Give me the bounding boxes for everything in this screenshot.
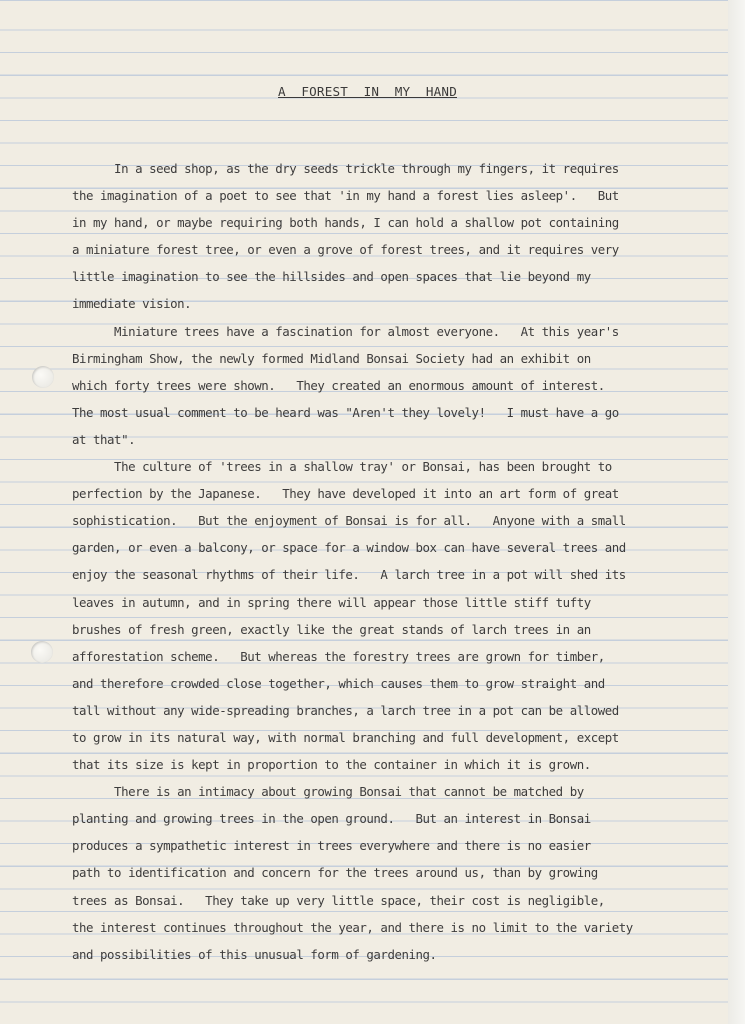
text-line: little imagination to see the hillsides and open spaces that lie beyond my [72, 269, 591, 285]
punch-hole-bottom [31, 641, 53, 663]
text-line: which forty trees were shown. They created an enormous amount of interest. [72, 377, 605, 393]
text-line: In a seed shop, as the dry seeds trickle through my fingers, it requires [72, 161, 619, 176]
text-line: The most usual comment to be heard was "Aren't they lovely! I must have a go [72, 404, 619, 420]
text-line: The culture of 'trees in a shallow tray' or Bonsai, has been brought to [72, 459, 612, 475]
text-line: There is an intimacy about growing Bonsai that cannot be matched by [72, 784, 584, 800]
text-line: enjoy the seasonal rhythms of their life. A larch tree in a pot will shed its [72, 567, 626, 583]
text-line: path to identification and concern for the trees around us, than by growing [72, 865, 598, 881]
text-line: perfection by the Japanese. They have developed it into an art form of great [72, 486, 619, 502]
text-line: and possibilities of this unusual form of gardening. [72, 946, 437, 962]
text-line: a miniature forest tree, or even a grove of forest trees, and it requires very [72, 242, 619, 258]
text-line: garden, or even a balcony, or space for a window box can have several trees and [72, 540, 626, 556]
text-line: that its size is kept in proportion to the container in which it is grown. [72, 757, 591, 773]
text-line: at that". [72, 431, 136, 447]
page-edge-background [728, 0, 745, 1024]
text-line: the imagination of a poet to see that 'in my hand a forest lies asleep'. But [72, 188, 619, 204]
text-line: produces a sympathetic interest in trees everywhere and there is no easier [72, 838, 591, 854]
text-line: in my hand, or maybe requiring both hands, I can hold a shallow pot containing [72, 215, 619, 231]
text-line: sophistication. But the enjoyment of Bonsai is for all. Anyone with a small [72, 513, 626, 529]
punch-hole-top [32, 366, 54, 388]
text-line: Birmingham Show, the newly formed Midland Bonsai Society had an exhibit on [72, 350, 591, 366]
text-line: leaves in autumn, and in spring there will appear those little stiff tufty [72, 594, 591, 610]
body-text [72, 155, 672, 968]
text-line: immediate vision. [72, 296, 192, 312]
text-line: brushes of fresh green, exactly like the great stands of larch trees in an [72, 621, 591, 637]
text-line: tall without any wide-spreading branches, a larch tree in a pot can be allowed [72, 702, 619, 718]
text-line: to grow in its natural way, with normal branching and full development, except [72, 729, 619, 745]
page-title: A FOREST IN MY HAND [278, 84, 457, 99]
text-line: afforestation scheme. But whereas the forestry trees are grown for timber, [72, 648, 605, 664]
text-line: trees as Bonsai. They take up very little space, their cost is negligible, [72, 892, 605, 908]
text-line: the interest continues throughout the year, and there is no limit to the variety [72, 919, 633, 935]
text-line: Miniature trees have a fascination for almost everyone. At this year's [72, 323, 619, 339]
text-line: and therefore crowded close together, which causes them to grow straight and [72, 675, 605, 691]
text-line: planting and growing trees in the open ground. But an interest in Bonsai [72, 811, 591, 827]
